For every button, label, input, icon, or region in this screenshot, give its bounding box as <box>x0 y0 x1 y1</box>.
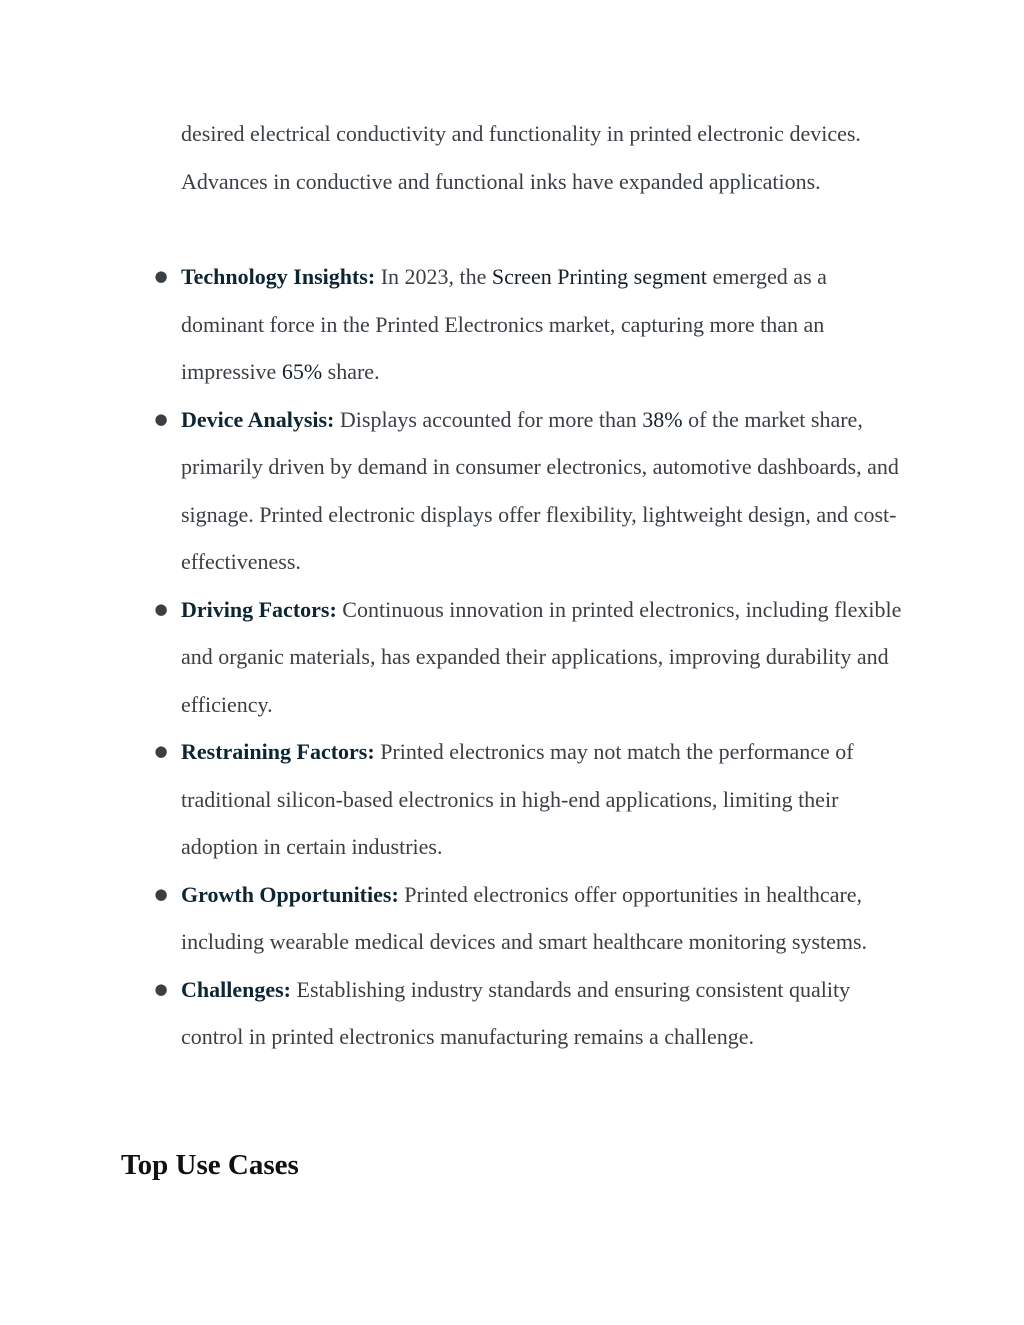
bullet-text: Continuous innovation in printed electronics, including flexible and organic materials, has expanded their applications, improving durability and efficiency. <box>181 596 902 717</box>
bullet-text: Printed electronics may not match the performance of traditional silicon-based electronics in high-end applications, limiting their adoption in certain industries. <box>181 739 854 859</box>
bullet-label: Technology Insights: <box>181 264 376 289</box>
bullet-dot-icon: ● <box>154 884 168 903</box>
bullet-text: Establishing industry standards and ensuring consistent quality control in printed electronics manufacturing remains a challenge. <box>181 976 851 1049</box>
section-heading: Top Use Cases <box>121 1149 299 1181</box>
bullet-label: Challenges: <box>181 976 291 1002</box>
highlight-percentage: 65% <box>281 359 323 384</box>
key-takeaways-list <box>0 253 1024 1061</box>
bullet-label: Device Analysis: <box>181 406 335 432</box>
bullet-text: Displays accounted for more than <box>334 406 643 432</box>
bullet-text: of the market share, primarily driven by demand in consumer electronics, automotive dashboards, and signage. Printed electronic displays offer flexibility, lightweight design, and cost-effectiveness. <box>181 406 899 574</box>
highlight-screen-printing: Screen Printing segment <box>491 264 707 289</box>
bullet-dot-icon: ● <box>154 409 168 428</box>
bullet-dot-icon: ● <box>154 742 168 760</box>
list-item-device-analysis <box>0 396 911 586</box>
list-item-technology-insights <box>0 253 911 396</box>
bullet-label: Restraining Factors: <box>181 739 375 764</box>
list-item-driving-factors <box>0 586 911 729</box>
continuation-paragraph: desired electrical conductivity and functionality in printed electronic devices. Advances in conductive and functional inks have expanded applications. <box>181 121 861 194</box>
bullet-text: Printed electronics offer opportunities in healthcare, including wearable medical devices and smart healthcare monitoring systems. <box>181 881 868 954</box>
bullet-dot-icon: ● <box>154 267 168 285</box>
list-item-challenges <box>0 966 911 1061</box>
bullet-label: Growth Opportunities: <box>181 881 399 907</box>
highlight-percentage: 38% <box>642 406 683 432</box>
bullet-text: In 2023, the <box>375 264 492 289</box>
bullet-dot-icon: ● <box>154 979 168 998</box>
bullet-text: emerged as a dominant force in the Printed Electronics market, capturing more than an impressive <box>181 264 827 384</box>
bullet-dot-icon: ● <box>154 599 168 618</box>
list-item-growth-opportunities <box>0 871 911 966</box>
bullet-label: Driving Factors: <box>181 596 337 622</box>
list-item-restraining-factors <box>0 728 911 871</box>
bullet-text: share. <box>322 359 380 384</box>
